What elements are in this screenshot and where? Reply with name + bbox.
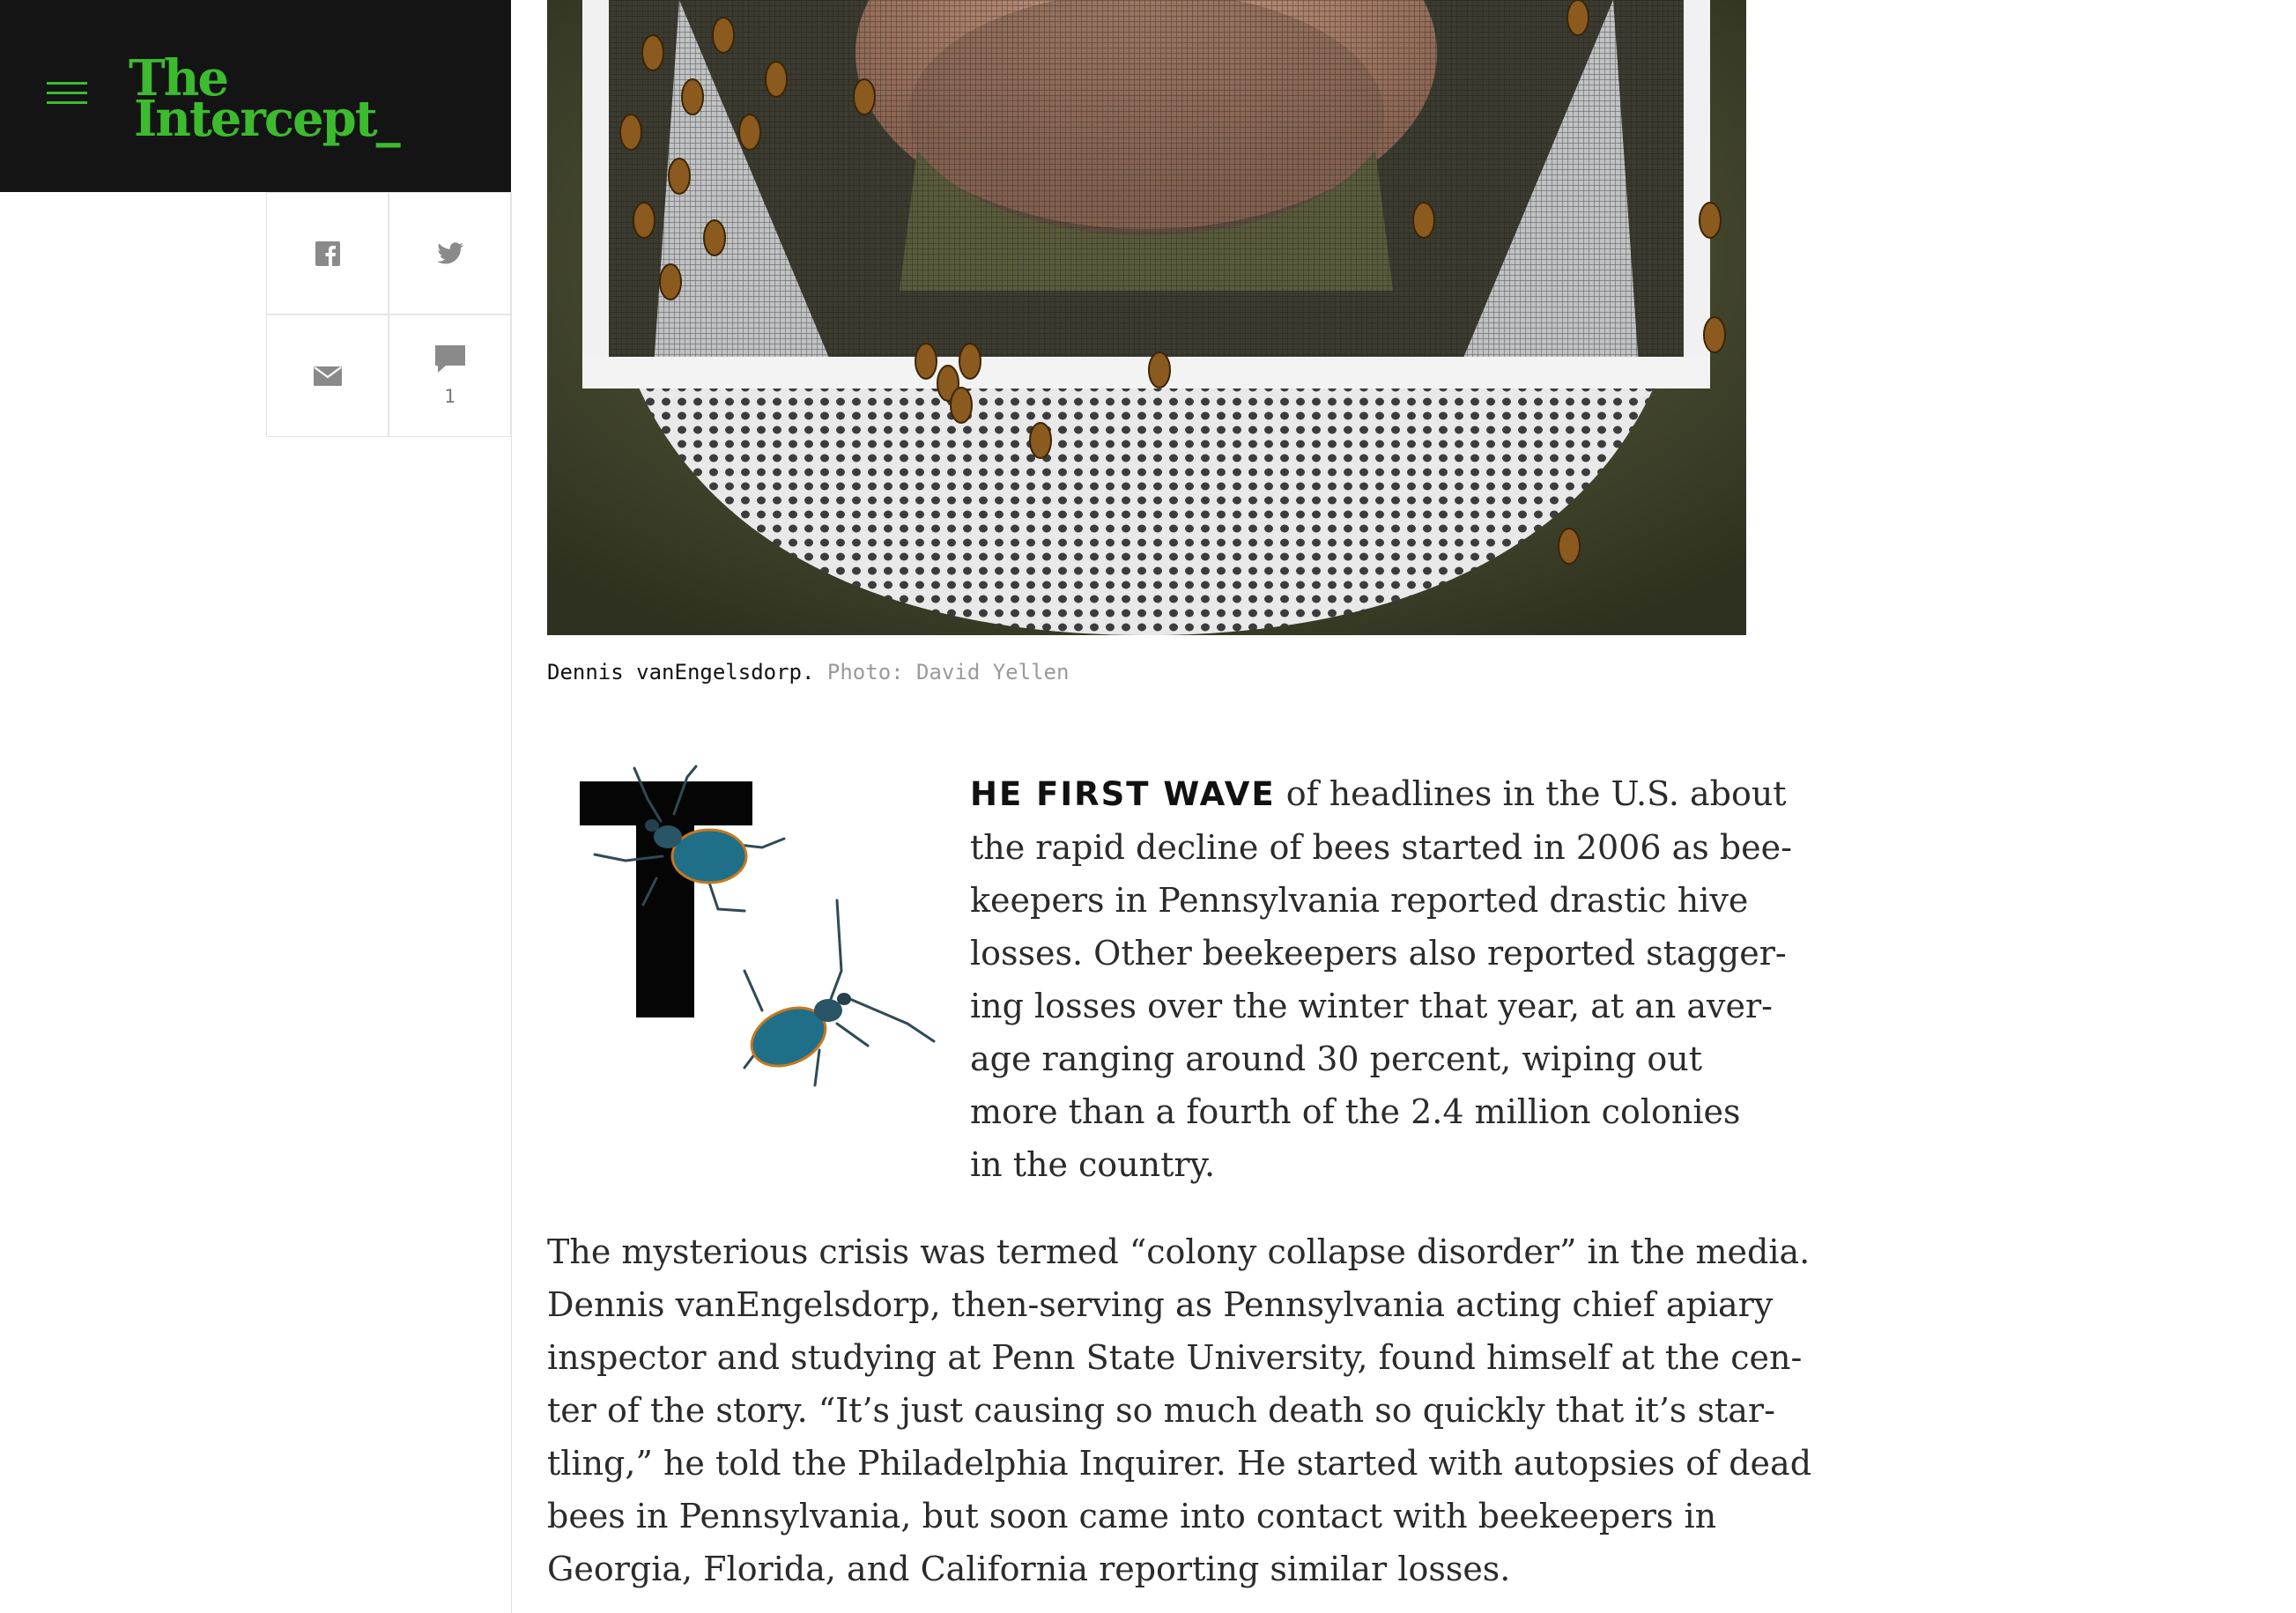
paragraph-line: bees in Pennsylvania, but soon came into contact with beekeepers in — [547, 1497, 1717, 1535]
lead-in: HE FIRST WAVE — [970, 775, 1276, 813]
logo-line-1: The — [129, 49, 228, 107]
menu-bar — [47, 82, 87, 85]
share-twitter-button[interactable] — [389, 192, 511, 314]
paragraph-line-text: of headlines in the U.S. about — [1275, 774, 1787, 813]
beekeeper-veil-photo — [547, 0, 1746, 635]
hero-image — [547, 0, 1746, 635]
article-paragraph-2 — [547, 1225, 1812, 1595]
paragraph-line: Georgia, Florida, and California reporting similar losses. — [547, 1550, 1511, 1588]
dropcap-beetle-illustration — [564, 759, 943, 1112]
caption-text: Dennis vanEngelsdorp. — [547, 660, 815, 684]
paragraph-line: The mysterious crisis was termed “colony collapse disorder” in the media. — [547, 1232, 1811, 1271]
paragraph-line — [970, 767, 1787, 821]
share-email-button[interactable] — [266, 314, 389, 437]
paragraph-line: ing losses over the winter that year, at an aver- — [970, 987, 1774, 1025]
comment-icon — [435, 345, 465, 374]
paragraph-line: tling,” he told the Philadelphia Inquirer. He started with autopsies of dead — [547, 1444, 1812, 1483]
share-facebook-button[interactable] — [266, 192, 389, 314]
email-icon — [314, 366, 342, 386]
comments-button[interactable] — [389, 314, 511, 437]
article-paragraph-1 — [970, 767, 1792, 1191]
paragraph-line: inspector and studying at Penn State University, found himself at the cen- — [547, 1338, 1803, 1377]
share-panel — [266, 192, 512, 439]
logo-line-2: Intercept_ — [134, 90, 399, 148]
paragraph-line: ter of the story. “It’s just causing so much death so quickly that it’s star- — [547, 1391, 1775, 1430]
paragraph-line: more than a fourth of the 2.4 million colonies — [970, 1092, 1741, 1131]
hamburger-menu-icon[interactable] — [47, 82, 87, 105]
menu-bar — [47, 101, 87, 104]
site-logo[interactable] — [129, 49, 399, 148]
paragraph-line: age ranging around 30 percent, wiping out — [970, 1040, 1702, 1078]
twitter-icon — [437, 242, 463, 265]
paragraph-line: in the country. — [970, 1145, 1216, 1184]
photo-credit: Photo: David Yellen — [826, 660, 1070, 684]
menu-bar — [47, 92, 87, 94]
facebook-icon — [315, 241, 340, 266]
image-caption — [547, 660, 1069, 688]
paragraph-line: Dennis vanEngelsdorp, then-serving as Pennsylvania acting chief apiary — [547, 1285, 1774, 1324]
paragraph-line: keepers in Pennsylvania reported drastic hive — [970, 881, 1749, 920]
paragraph-line: losses. Other beekeepers also reported stagger- — [970, 934, 1787, 973]
site-header — [0, 0, 511, 192]
comments-count: 1 — [444, 385, 455, 407]
paragraph-line: the rapid decline of bees started in 2006 as bee- — [970, 828, 1792, 867]
illustrated-dropcap — [564, 759, 943, 1112]
